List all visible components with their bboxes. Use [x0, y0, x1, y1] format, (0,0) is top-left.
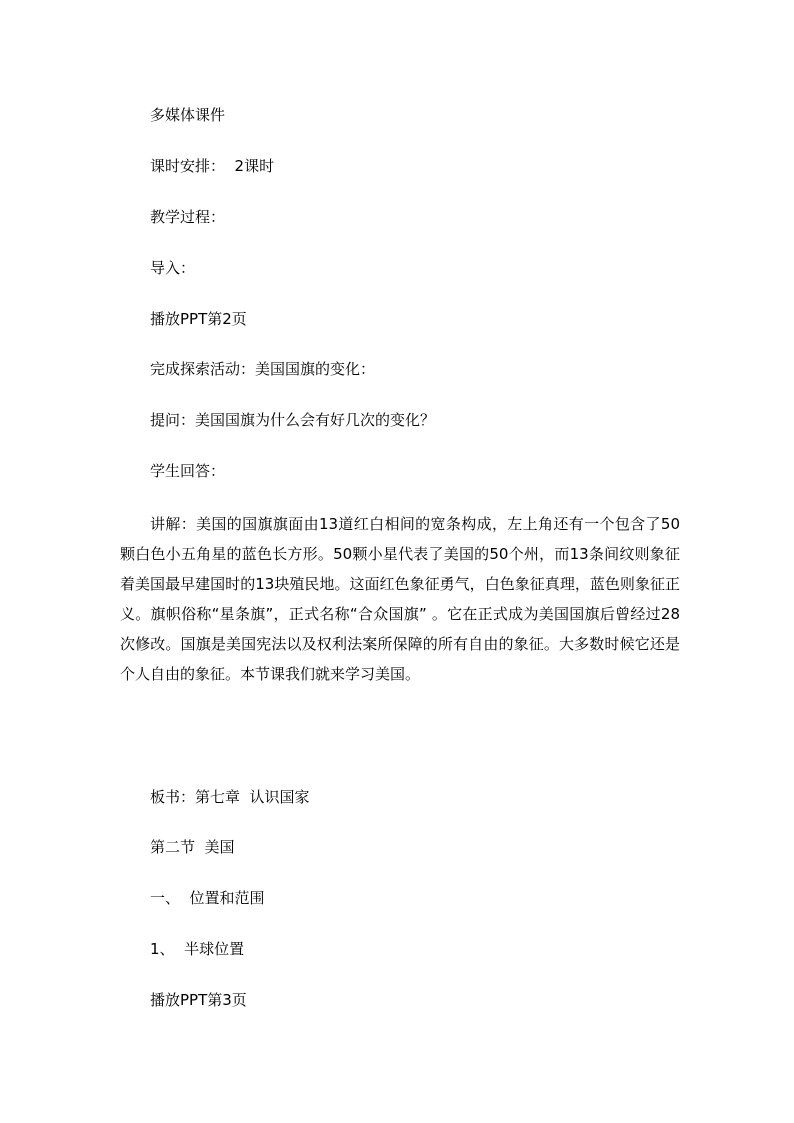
line-location-range: 一、 位置和范围: [150, 889, 265, 907]
line-question: 提问：美国国旗为什么会有好几次的变化？: [150, 411, 436, 429]
line-ppt-page2: 播放PPT第2页: [150, 310, 247, 328]
line-process: 教学过程：: [150, 208, 226, 226]
line-student-answer: 学生回答：: [150, 462, 226, 480]
line-section-usa: 第二节 美国: [150, 838, 235, 856]
line-hemisphere-position: 1、 半球位置: [150, 940, 245, 958]
line-multimedia: 多媒体课件: [150, 106, 226, 124]
line-board-chapter: 板书：第七章 认识国家: [150, 788, 310, 806]
line-schedule: 课时安排： 2课时: [150, 157, 275, 175]
line-ppt-page3: 播放PPT第3页: [150, 991, 247, 1009]
explanation-paragraph: 讲解：美国的国旗旗面由13道红白相间的宽条构成，左上角还有一个包含了50颗白色小五角星的蓝色长方形。50颗小星代表了美国的50个州，而13条间纹则象征着美国最早建国时的13块殖民地。这面红色象征勇气，白色象征真理，蓝色则象征正义。旗帜俗称“星条旗”，正式名称“合众国旗” 。它在正式成为美国国旗后曾经过28次修改。国旗是美国宪法以及权利法案所保障的所有自由的象征。大多数时候它还是个人自由的象征。本节课我们就来学习美国。: [120, 515, 680, 683]
line-intro: 导入：: [150, 259, 196, 277]
line-explore-activity: 完成探索活动：美国国旗的变化：: [150, 360, 376, 378]
